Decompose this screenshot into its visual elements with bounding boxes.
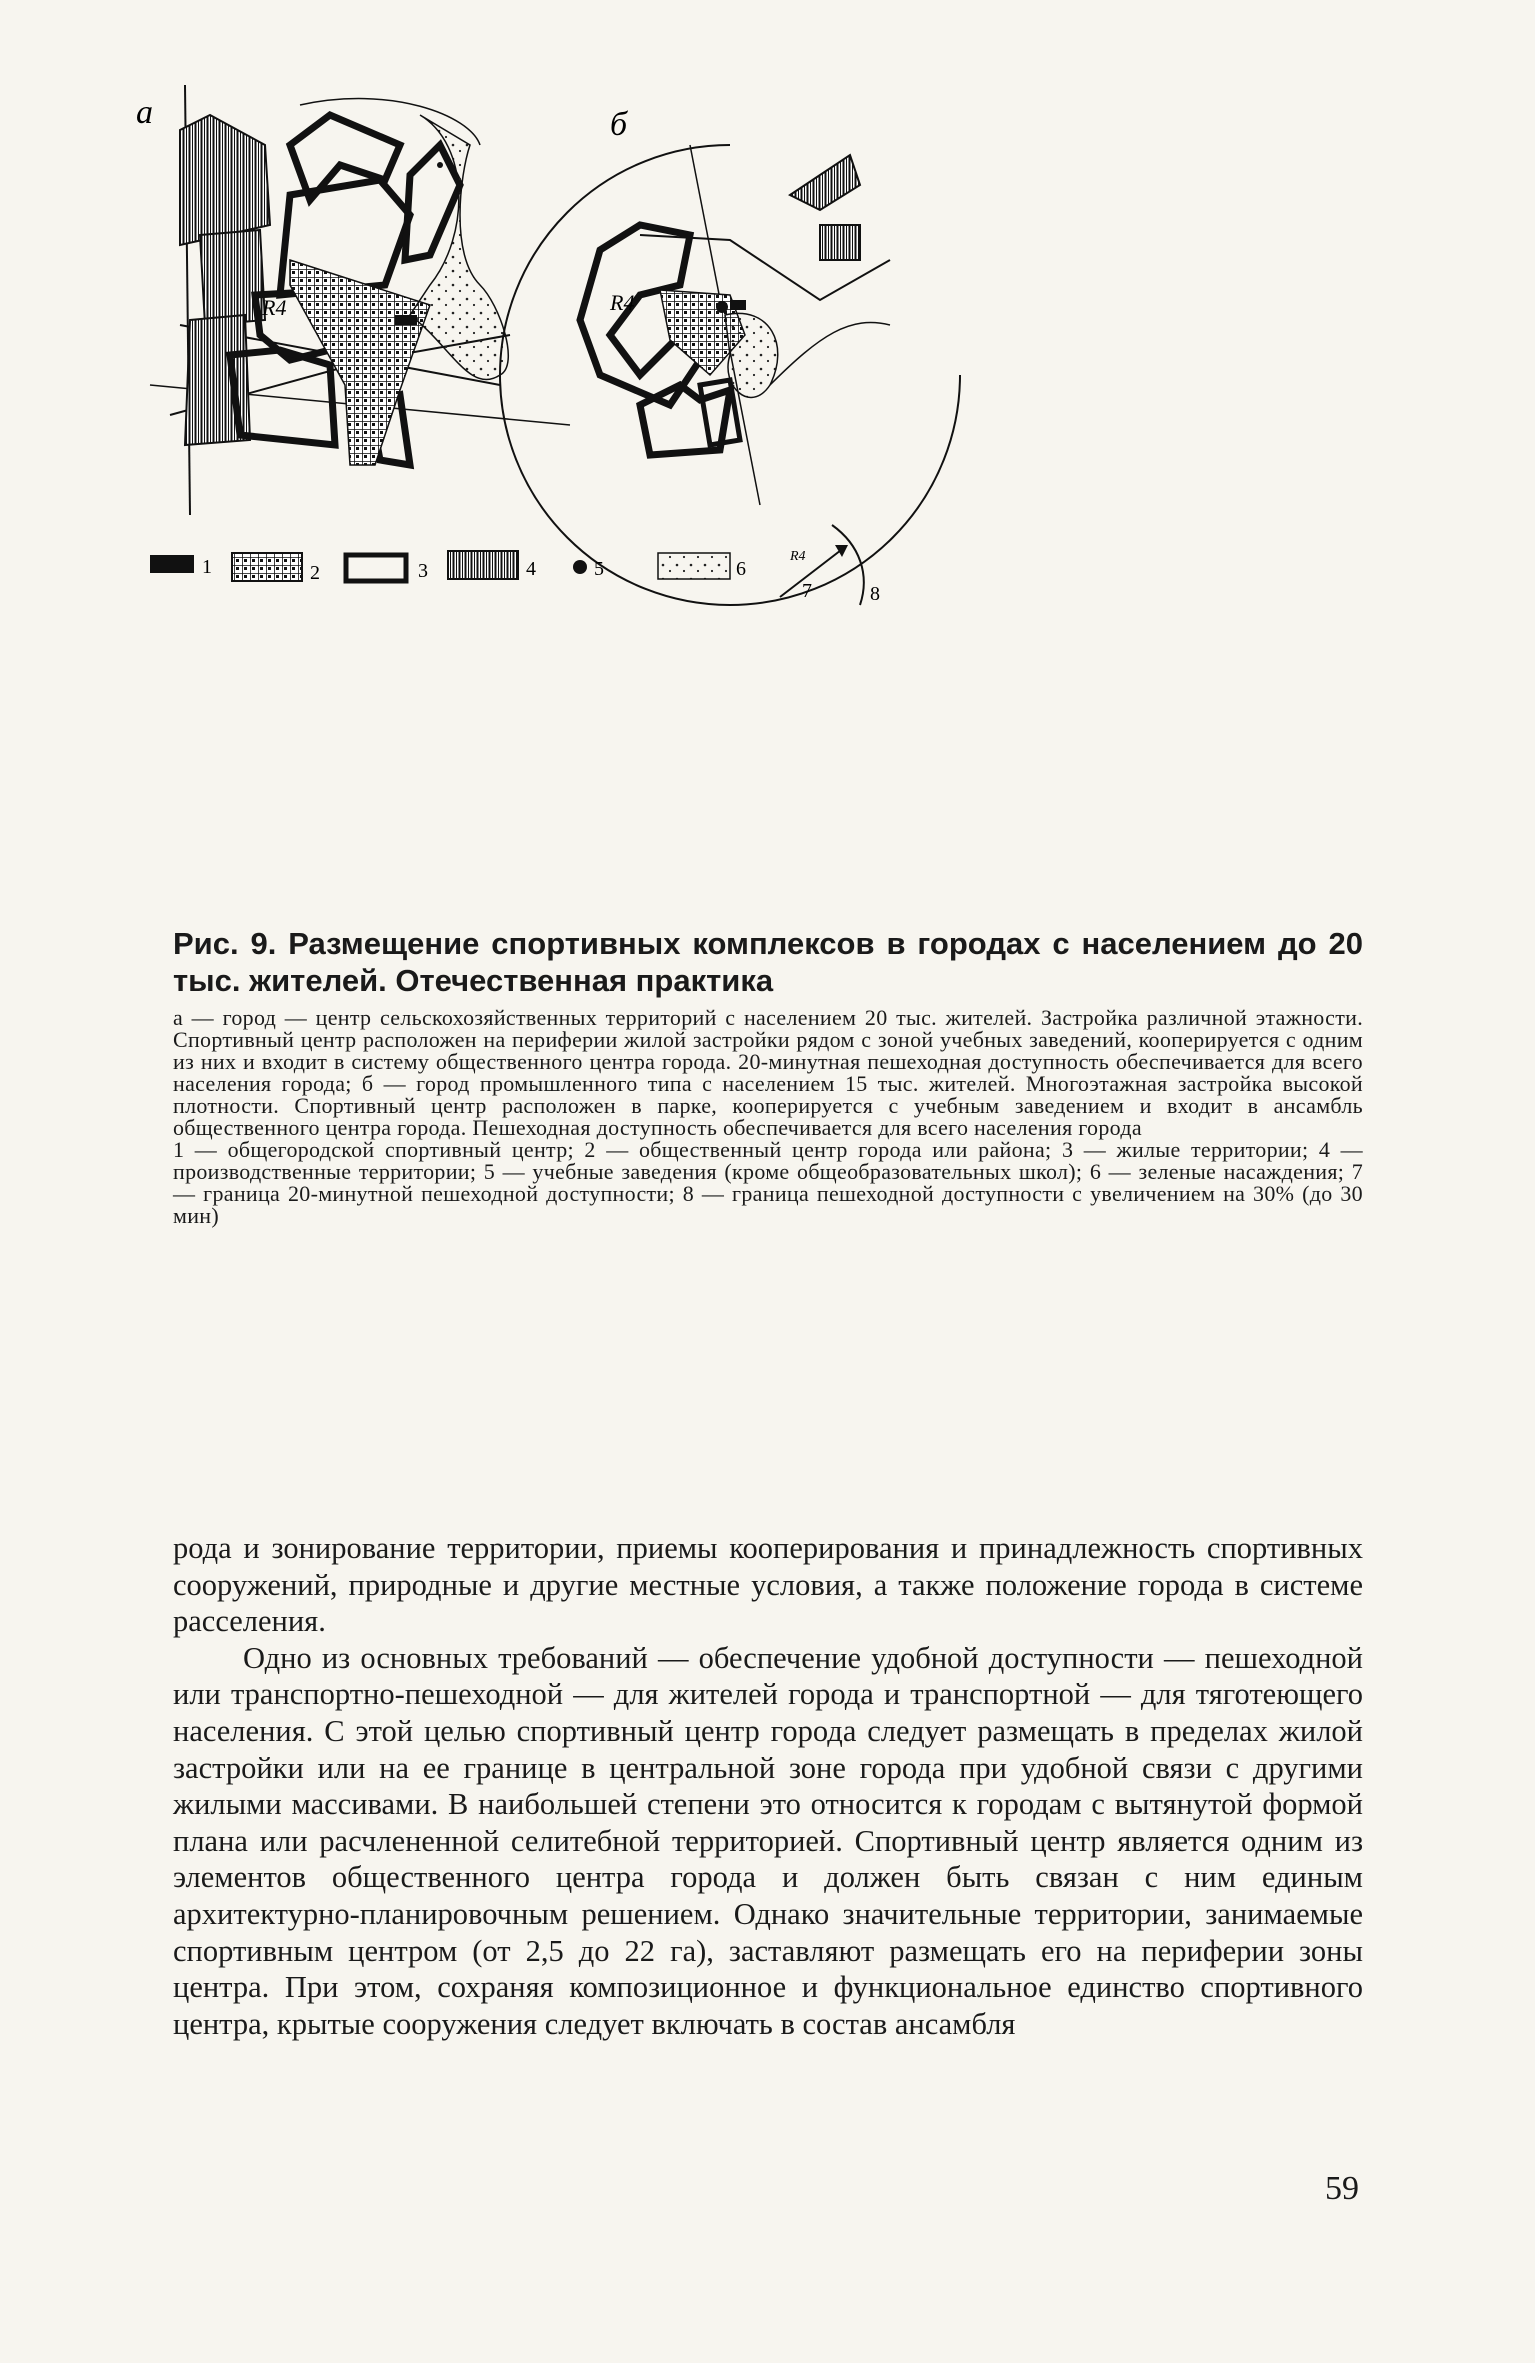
legend-num: 5 [594,558,604,580]
body-text [173,1530,1363,2042]
legend-num: 7 [802,580,812,602]
plan-b [500,106,960,605]
figure [136,85,1370,925]
legend-item-2 [232,553,320,584]
legend-num: 6 [736,558,746,580]
legend-item-8 [832,525,880,605]
legend [150,525,880,605]
legend-item-1 [150,555,212,578]
legend-num: 4 [526,558,536,580]
legend-item-5 [573,558,604,580]
caption-text-a: а — город — центр сельскохозяйственных территорий с населением 20 тыс. жителей. Застройка различной этажности. Спортивный центр расположен на периферии жилой застройки рядом с зоной учебных заведений, кооперируется с одним из них и входит в систему общественного центра города. 20-минутная пешеходная доступность обеспечивается для всего населения города; б — город промышленного типа с населением 15 тыс. жителей. Многоэтажная застройка высокой плотности. Спортивный центр расположен в парке, кооперируется с учебным заведением и входит в ансамбль общественного центра города. Пешеходная доступность обеспечивается для всего населения города [173,1005,1363,1140]
panel-a-label: а [136,94,153,131]
r4-label-b: R4 [610,290,635,315]
caption-legend-text: 1 — общегородской спортивный центр; 2 — общественный центр города или района; 3 — жилые территории; 4 — производственные территории; 5 — учебные заведения (кроме общеобразовательных школ); 6 — зеленые насаждения; 7 — граница 20-минутной пешеходной доступности; 8 — граница пешеходной доступности с увеличением на 30% (до 30 мин) [173,1137,1363,1228]
r4-label-legend: R4 [790,549,806,564]
legend-item-6 [658,553,746,580]
legend-item-4 [448,551,536,580]
r4-label-a: R4 [262,295,287,320]
legend-item-7 [780,545,848,602]
legend-item-3 [346,555,428,582]
paragraph-2: Одно из основных требований — обеспечение удобной доступности — пешеходной или транспортно-пешеходной — для жителей города и транспортной — для тяготеющего населения. С этой целью спортивный центр города следует размещать в пределах жилой застройки или на ее границе в центральной зоне города при удобной связи с другими жилыми массивами. В наибольшей степени это относится к городам с вытянутой формой плана или расчлененной селитебной территорией. Спортивный центр является одним из элементов общественного центра города и должен быть связан с ним единым архитектурно-планировочным решением. Однако значительные территории, занимаемые спортивным центром (от 2,5 до 22 га), заставляют размещать его на периферии зоны центра. При этом, сохраняя композиционное и функциональное единство спортивного центра, крытые сооружения следует включать в состав ансамбля [173,1640,1363,2041]
figure-caption [173,925,1363,1227]
plan-a [136,85,570,515]
panel-b-label: б [610,106,628,143]
page-number: 59 [1325,2170,1359,2207]
legend-num: 3 [418,560,428,582]
legend-num: 2 [310,562,320,584]
caption-title: Рис. 9. Размещение спортивных комплексов в городах с населением до 20 тыс. жителей. Отечественная практика [173,926,1363,998]
legend-num: 1 [202,556,212,578]
paragraph-1: рода и зонирование территории, приемы кооперирования и принадлежность спортивных сооружений, природные и другие местные условия, а также положение города в системе расселения. [173,1531,1363,1639]
legend-num: 8 [870,583,880,605]
